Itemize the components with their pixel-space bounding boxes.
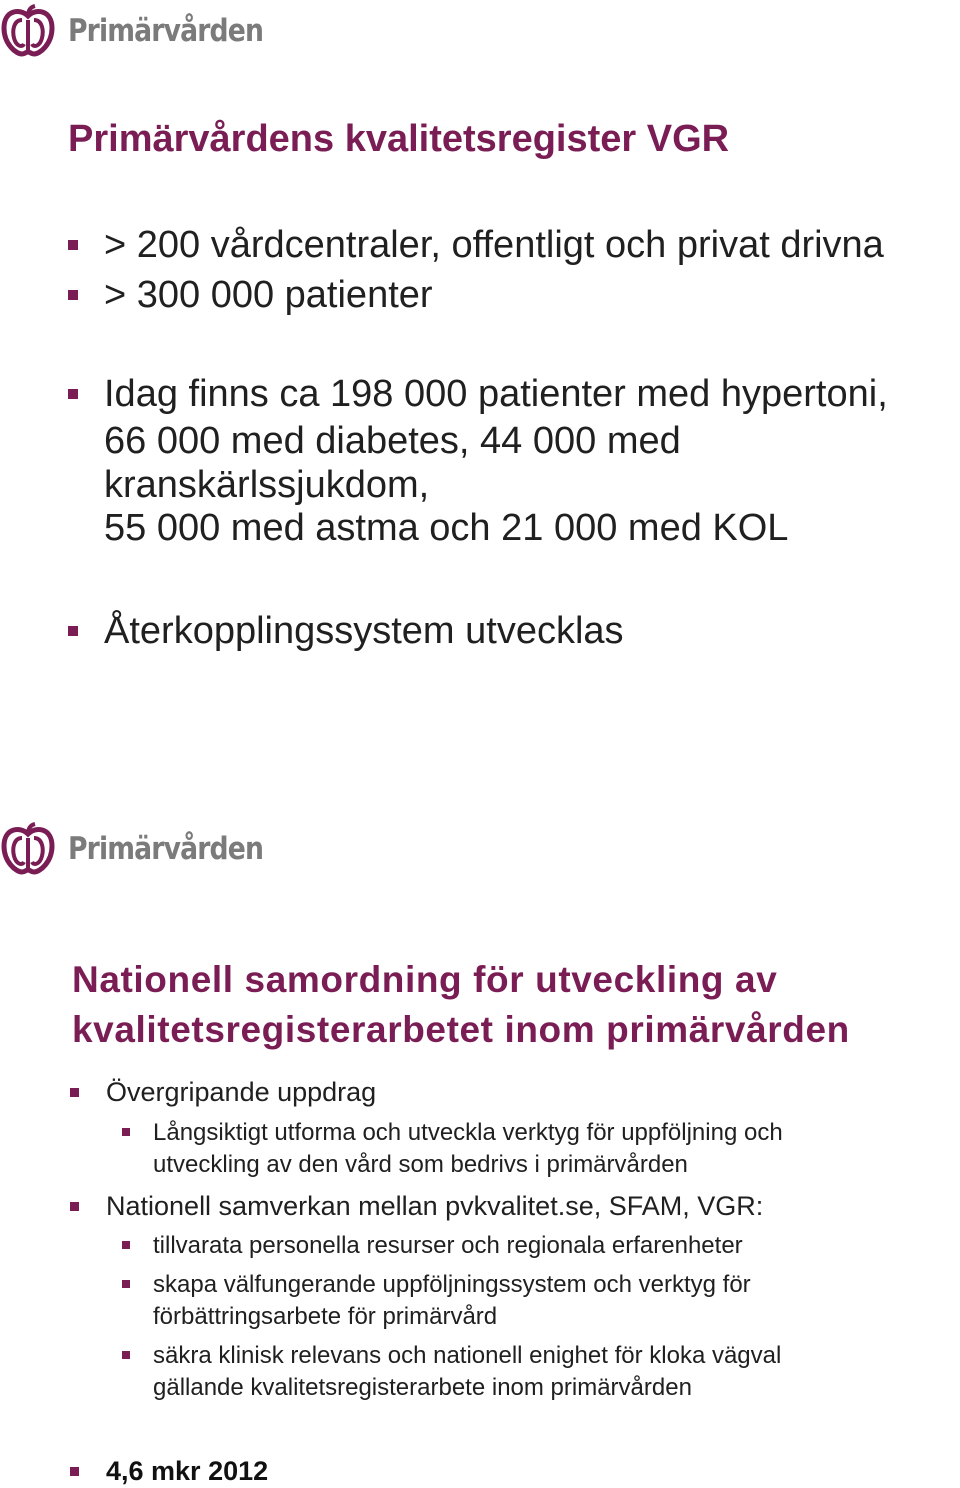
bullet-text: Nationell samverkan mellan pvkvalitet.se, SFAM, VGR: — [106, 1191, 764, 1221]
bullet-text: 4,6 mkr 2012 — [106, 1456, 269, 1486]
sub-bullet-item — [153, 1117, 783, 1181]
bullet-text-line: tillvarata personella resurser och regionala erfarenheter — [153, 1232, 743, 1259]
sub-bullet-item — [153, 1269, 751, 1333]
square-bullet-icon — [68, 626, 78, 636]
bullet-text-line: skapa välfungerande uppföljningssystem och verktyg för — [153, 1271, 751, 1298]
bullet-item — [106, 1190, 763, 1223]
slide-title — [72, 955, 850, 1055]
square-bullet-icon — [122, 1351, 130, 1359]
logo-text: Primärvården — [68, 13, 264, 49]
logo-text: Primärvården — [68, 831, 264, 867]
sub-bullet-item — [153, 1230, 743, 1262]
square-bullet-icon — [122, 1128, 130, 1136]
bullet-item — [106, 1076, 376, 1109]
bullet-item — [104, 222, 884, 269]
bullet-item — [104, 608, 624, 655]
square-bullet-icon — [68, 240, 78, 250]
bullet-text-line: 55 000 med astma och 21 000 med KOL — [104, 507, 789, 549]
slide-title: Primärvårdens kvalitetsregister VGR — [68, 118, 730, 160]
slide-2 — [0, 800, 960, 1488]
bullet-text-line: utveckling av den vård som bedrivs i primärvården — [153, 1151, 688, 1178]
bullet-text-line: Långsiktigt utforma och utveckla verktyg för uppföljning och — [153, 1119, 783, 1146]
square-bullet-icon — [70, 1202, 79, 1211]
bullet-text: > 200 vårdcentraler, offentligt och privat drivna — [104, 224, 884, 266]
bullet-item — [104, 272, 433, 319]
square-bullet-icon — [122, 1241, 130, 1249]
bullet-text: Återkopplingssystem utvecklas — [104, 610, 624, 652]
bullet-text: > 300 000 patienter — [104, 274, 433, 316]
bullet-text-line: 66 000 med diabetes, 44 000 med — [104, 420, 681, 462]
bullet-text: Övergripande uppdrag — [106, 1077, 377, 1107]
apple-heart-icon — [0, 822, 56, 876]
square-bullet-icon — [122, 1280, 130, 1288]
square-bullet-icon — [70, 1467, 79, 1476]
sub-bullet-item — [153, 1340, 781, 1404]
apple-heart-icon — [0, 4, 56, 58]
bullet-item — [106, 1455, 268, 1488]
bullet-text-line: förbättringsarbete för primärvård — [153, 1303, 498, 1330]
square-bullet-icon — [68, 389, 78, 399]
slide-title-line: kvalitetsregisterarbetet inom primärvården — [72, 1009, 850, 1050]
slide-1 — [0, 0, 960, 740]
bullet-item — [104, 371, 888, 552]
bullet-text-line: säkra klinisk relevans och nationell enighet för kloka vägval — [153, 1342, 782, 1369]
slide-title-line: Nationell samordning för utveckling av — [72, 959, 778, 1000]
square-bullet-icon — [68, 290, 78, 300]
square-bullet-icon — [70, 1088, 79, 1097]
bullet-text-line: kranskärlssjukdom, — [104, 464, 430, 506]
logo — [0, 822, 295, 876]
bullet-text-line: gällande kvalitetsregisterarbete inom primärvården — [153, 1374, 692, 1401]
bullet-text-line: Idag finns ca 198 000 patienter med hypertoni, — [104, 373, 888, 415]
logo — [0, 4, 295, 58]
